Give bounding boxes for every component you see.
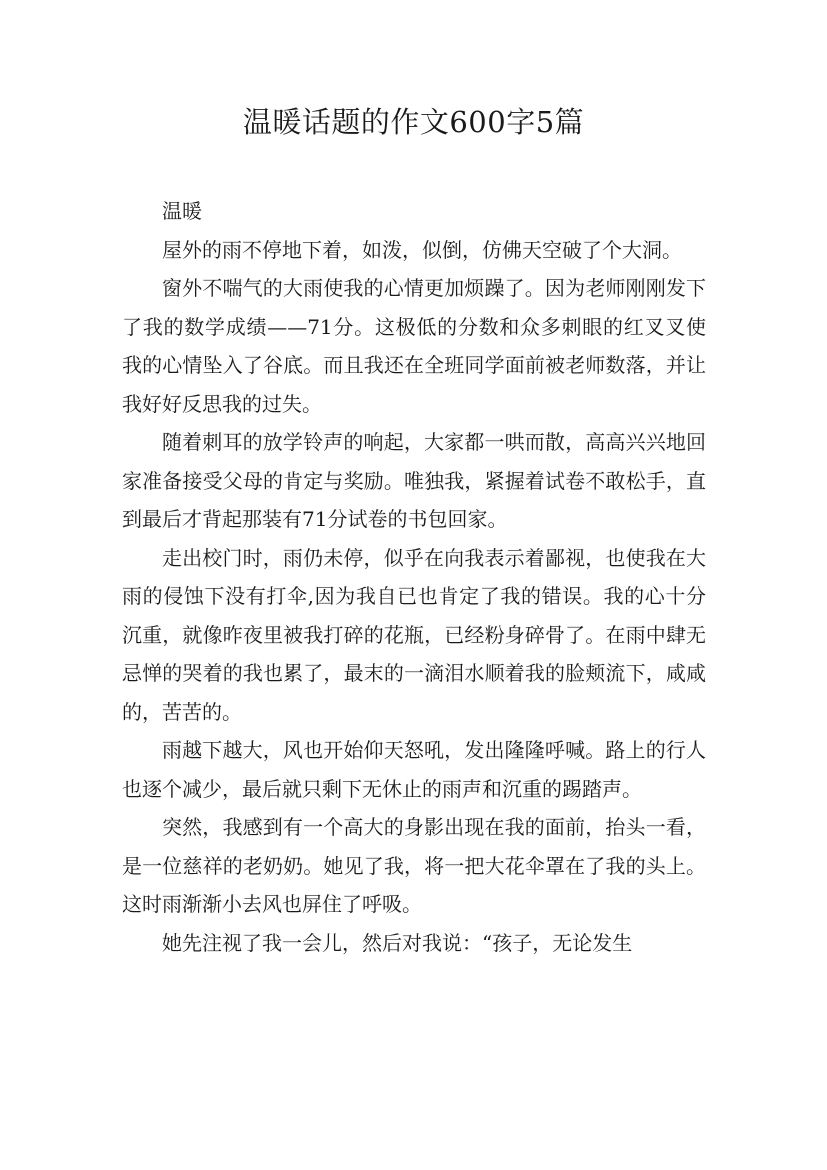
paragraph: 随着刺耳的放学铃声的响起，大家都一哄而散，高高兴兴地回家准备接受父母的肯定与奖励。唯独我，紧握着试卷不敢松手，直到最后才背起那装有71分试卷的书包回家。 [122,430,706,531]
document-body [122,192,706,962]
paragraph: 她先注视了我一会儿，然后对我说：“孩子，无论发生 [162,930,633,955]
paragraph: 突然，我感到有一个高大的身影出现在我的面前，抬头一看，是一位慈祥的老奶奶。她见了我，将一把大花伞罩在了我的头上。这时雨渐渐小去风也屏住了呼吸。 [122,815,706,916]
paragraph: 屋外的雨不停地下着，如泼，似倒，仿佛天空破了个大洞。 [162,237,682,262]
paragraph-heading: 温暖 [162,199,202,223]
paragraph: 窗外不喘气的大雨使我的心情更加烦躁了。因为老师刚刚发下了我的数学成绩——71分。这极低的分数和众多刺眼的红叉叉使我的心情坠入了谷底。而且我还在全班同学面前被老师数落，并让我好好反思我的过失。 [122,276,706,416]
paragraph: 走出校门时，雨仍未停，似乎在向我表示着鄙视，也使我在大雨的侵蚀下没有打伞,因为我自已也肯定了我的错误。我的心十分沉重，就像昨夜里被我打碎的花瓶，已经粉身碎骨了。在雨中肆无忌惮的哭着的我也累了，最末的一滴泪水顺着我的脸颊流下，咸咸的，苦苦的。 [122,545,706,724]
document-title: 温暖话题的作文600字5篇 [242,105,585,139]
paragraph: 雨越下越大，风也开始仰天怒吼，发出隆隆呼喊。路上的行人也逐个减少，最后就只剩下无休止的雨声和沉重的踢踏声。 [122,738,706,801]
